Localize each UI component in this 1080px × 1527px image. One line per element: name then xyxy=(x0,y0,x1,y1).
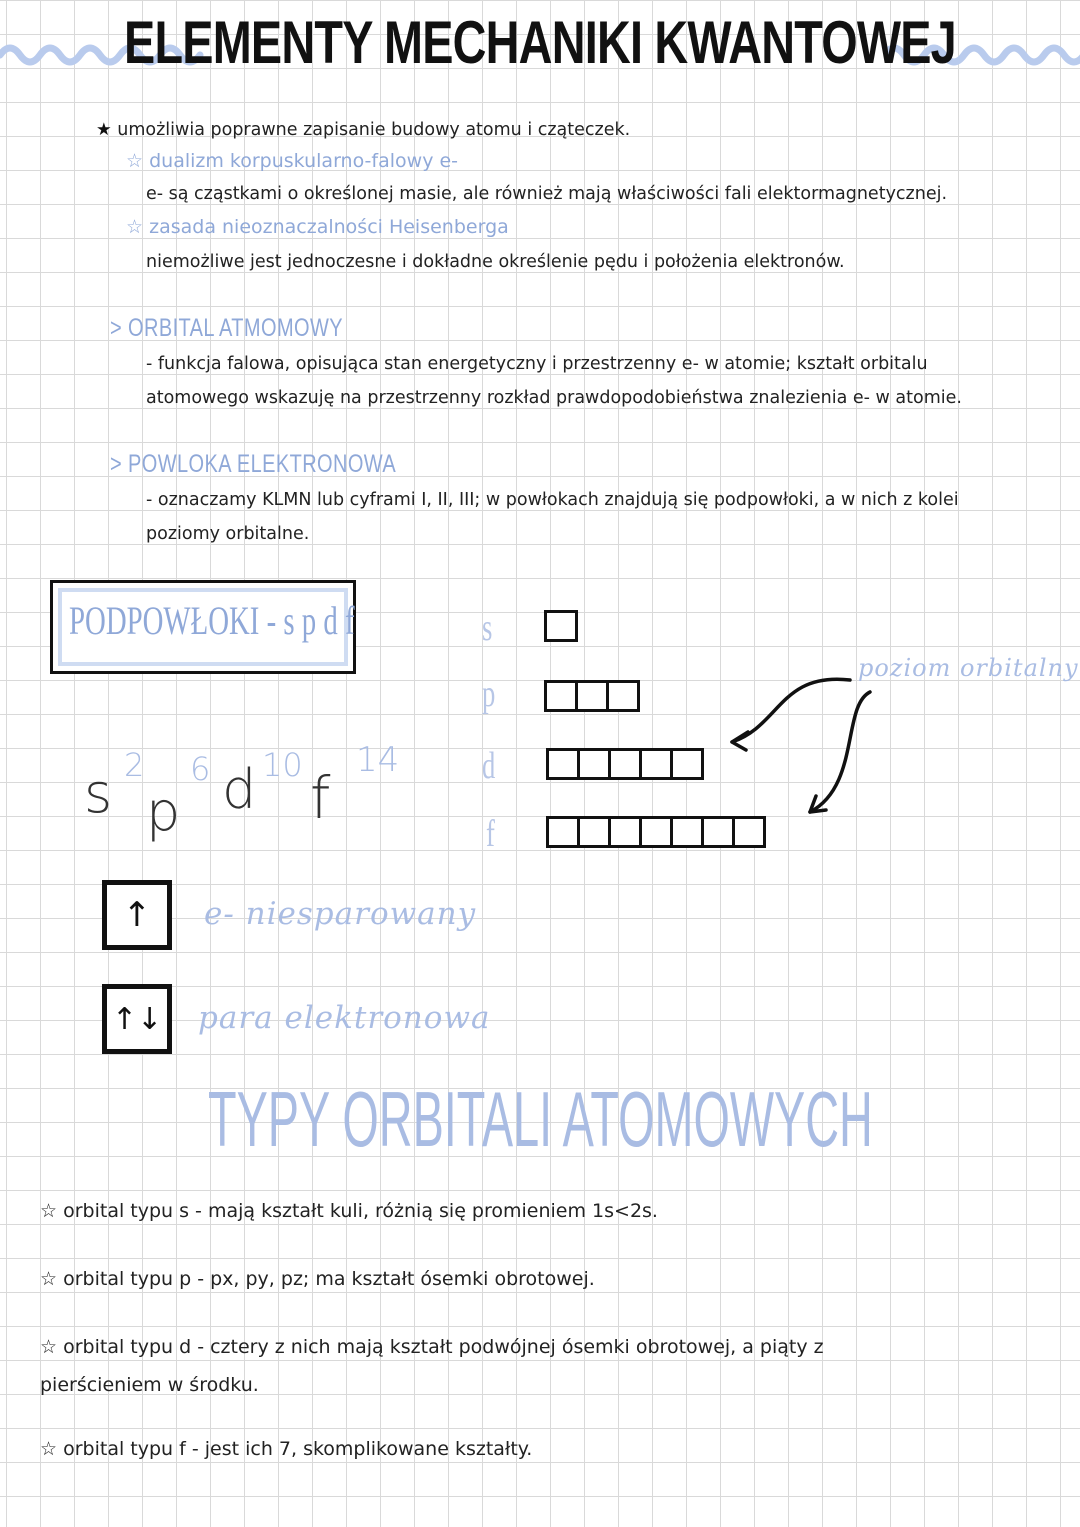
orbital-cell xyxy=(608,748,642,780)
orbital-cell xyxy=(670,816,704,848)
dual-heading: ☆ dualizm korpuskularno-falowy e- xyxy=(126,150,459,172)
type-d-item: ☆ orbital typu d - cztery z nich mają kształt podwójnej ósemki obrotowej, a piąty z xyxy=(40,1336,824,1358)
intro-text: umożliwia poprawne zapisanie budowy atomu i cząteczek. xyxy=(117,120,631,140)
orbital-letter-d: d xyxy=(482,745,496,787)
orbital-letter-s: s xyxy=(482,607,493,649)
outline-star-icon: ☆ xyxy=(40,1268,58,1290)
black-star-icon: ★ xyxy=(96,120,112,140)
powloka-line-2: poziomy orbitalne. xyxy=(146,524,310,544)
unpaired-electron-box: ↑ xyxy=(102,880,172,950)
orbital-cell xyxy=(606,680,640,712)
orbital-line-2: atomowego wskazuję na przestrzenny rozkład prawdopodobieństwa znalezienia e- w atomie. xyxy=(146,388,962,408)
orbital-cell xyxy=(544,610,578,642)
orbital-boxes-d xyxy=(546,748,701,780)
types-heading: TYPY ORBITALI ATOMOWYCH xyxy=(208,1075,873,1163)
powloka-line-1: - oznaczamy KLMN lub cyframi I, II, III; w powłokach znajdują się podpowłoki, a w nich z kolei xyxy=(146,490,959,510)
config-p: p xyxy=(146,780,181,843)
config-s-sup: 2 xyxy=(124,746,145,784)
outline-star-icon: ☆ xyxy=(40,1438,58,1460)
powloka-heading: > POWLOKA ELEKTRONOWA xyxy=(110,450,397,478)
page-title: ELEMENTY MECHANIKI KWANTOWEJ xyxy=(124,9,956,76)
orbital-cell xyxy=(544,680,578,712)
dual-text: e- są cząstkami o określonej masie, ale również mają właściwości fali elektormagnetycznej. xyxy=(146,184,948,204)
orbital-cell xyxy=(577,748,611,780)
config-f-sup: 14 xyxy=(356,740,400,780)
electron-pair-box: ↑↓ xyxy=(102,984,172,1054)
electron-configuration xyxy=(84,740,424,860)
config-p-sup: 6 xyxy=(190,750,211,788)
config-f: f xyxy=(310,764,331,832)
poziom-orbitalny-annotation: poziom orbitalny xyxy=(858,654,1079,682)
type-s-item: ☆ orbital typu s - mają kształt kuli, różnią się promieniem 1s<2s. xyxy=(40,1200,658,1222)
heisenberg-heading: ☆ zasada nieoznaczalności Heisenberga xyxy=(126,216,509,238)
config-s: s xyxy=(84,762,113,825)
type-d-item-continued: pierścieniem w środku. xyxy=(40,1374,259,1396)
chevron-right-icon: > xyxy=(110,314,123,342)
type-f-item: ☆ orbital typu f - jest ich 7, skomplikowane kształty. xyxy=(40,1438,533,1460)
chevron-right-icon: > xyxy=(110,450,123,478)
outline-star-icon: ☆ xyxy=(126,150,144,172)
heisenberg-text: niemożliwe jest jednoczesne i dokładne określenie pędu i położenia elektronów. xyxy=(146,252,845,272)
intro-line xyxy=(96,120,630,140)
orbital-cell xyxy=(575,680,609,712)
orbital-letter-p: p xyxy=(482,673,496,715)
podpowloki-label: PODPOWŁOKI - s p d f xyxy=(69,598,355,643)
orbital-boxes-p xyxy=(544,680,637,712)
orbital-cell xyxy=(639,748,673,780)
outline-star-icon: ☆ xyxy=(126,216,144,238)
orbital-cell xyxy=(670,748,704,780)
orbital-line-1: - funkcja falowa, opisująca stan energetyczny i przestrzenny e- w atomie; kształt orbitalu xyxy=(146,354,928,374)
electron-pair-label: para elektronowa xyxy=(198,1000,491,1036)
config-d-sup: 10 xyxy=(262,746,303,784)
config-d: d xyxy=(222,758,257,821)
orbital-cell xyxy=(546,816,580,848)
orbital-boxes-s xyxy=(544,610,575,642)
outline-star-icon: ☆ xyxy=(40,1336,58,1358)
orbital-cell xyxy=(546,748,580,780)
orbital-cell xyxy=(608,816,642,848)
outline-star-icon: ☆ xyxy=(40,1200,58,1222)
curved-arrow-icon xyxy=(720,676,880,826)
unpaired-electron-label: e- niesparowany xyxy=(204,896,477,932)
podpowloki-label-box xyxy=(50,580,356,674)
type-p-item: ☆ orbital typu p - px, py, pz; ma kształt ósemki obrotowej. xyxy=(40,1268,595,1290)
orbital-cell xyxy=(639,816,673,848)
orbital-heading: > ORBITAL ATMOMOWY xyxy=(110,314,343,342)
orbital-letter-f: f xyxy=(486,813,495,855)
orbital-cell xyxy=(577,816,611,848)
